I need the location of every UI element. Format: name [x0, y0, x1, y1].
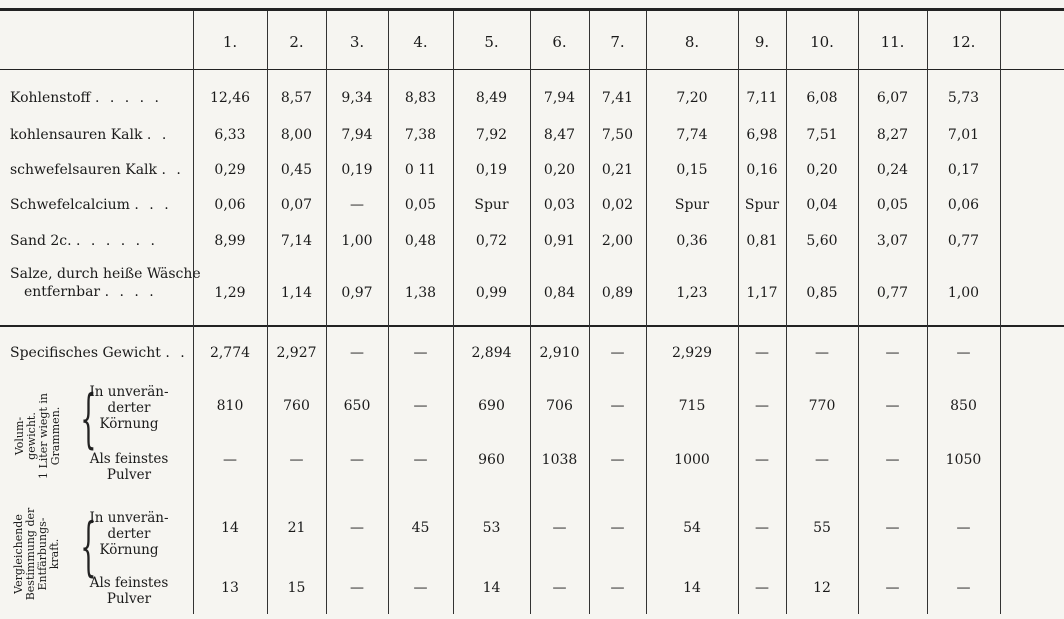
table-cell: 0,05	[876, 197, 909, 213]
table-cell: 13	[221, 580, 239, 596]
table-cell: 0,77	[947, 233, 980, 249]
table-cell: 54	[683, 520, 701, 536]
table-cell: 12	[813, 580, 831, 596]
table-cell: —	[413, 345, 428, 361]
sublabel-decolor-unchanged: In unverän- derter Körnung	[89, 510, 169, 558]
table-cell: 7,92	[475, 127, 508, 143]
group-brace-volume: {	[80, 382, 97, 456]
table-cell: 770	[808, 398, 836, 414]
table-cell: 0,04	[806, 197, 838, 213]
table-cell: 8,57	[280, 90, 313, 106]
table-cell: 7,94	[543, 90, 576, 106]
table-cell: 2,929	[671, 345, 713, 361]
table-cell: 0,45	[280, 162, 313, 178]
table-cell: —	[413, 580, 428, 596]
table-cell: 0,99	[475, 285, 508, 301]
table-cell: —	[755, 398, 769, 414]
table-cell: 0,72	[475, 233, 508, 249]
table-cell: 7,01	[947, 127, 980, 143]
top-rule	[0, 8, 1064, 11]
table-cell: Spur	[744, 197, 780, 213]
table-cell: 5,60	[806, 233, 838, 249]
table-cell: 0,20	[806, 162, 838, 178]
table-cell: 0,03	[543, 197, 576, 213]
table-cell: 0,06	[947, 197, 980, 213]
column-header: 6.	[552, 33, 567, 51]
table-cell: 706	[546, 398, 573, 414]
table-cell: 850	[950, 398, 977, 414]
header-rule	[0, 69, 1064, 70]
table-cell: 8,49	[475, 90, 508, 106]
table-cell: —	[885, 345, 900, 361]
table-cell: 14	[221, 520, 239, 536]
table-cell: —	[885, 520, 900, 536]
table-cell: 7,20	[676, 90, 708, 106]
table-cell: 7,14	[280, 233, 313, 249]
table-cell: 6,98	[746, 127, 778, 143]
row-label-sand: Sand 2c. . . . . . .	[10, 233, 158, 249]
row-label-salze-line2: entfernbar . . . .	[24, 284, 157, 300]
table-cell: —	[755, 580, 769, 596]
column-header: 9.	[754, 33, 770, 51]
table-cell: 7,94	[341, 127, 373, 143]
table-cell: 9,34	[341, 90, 373, 106]
table-cell: 14	[482, 580, 501, 596]
table-cell: —	[350, 520, 364, 536]
table-cell: 3,07	[876, 233, 909, 249]
table-cell: 21	[287, 520, 306, 536]
table-cell: —	[956, 345, 971, 361]
table-cell: 15	[287, 580, 306, 596]
table-cell: 0,29	[214, 162, 246, 178]
table-cell: 1038	[541, 452, 578, 468]
table-cell: 7,41	[601, 90, 634, 106]
table-cell: 14	[683, 580, 701, 596]
table-cell: 0,77	[876, 285, 909, 301]
table-cell: 810	[216, 398, 244, 414]
table-cell: 0,15	[676, 162, 708, 178]
section-rule	[0, 325, 1064, 327]
table-cell: 1,17	[746, 285, 778, 301]
table-cell: 0,19	[341, 162, 373, 178]
column-header: 11.	[880, 33, 905, 51]
table-cell: 0,36	[676, 233, 708, 249]
table-cell: —	[885, 452, 900, 468]
table-cell: 1,00	[341, 233, 373, 249]
table-cell: 1,29	[214, 285, 246, 301]
table-cell: 0,16	[746, 162, 778, 178]
group-label-decolorizing: Vergleichende Bestimmung der Entfärbungs- kraft.	[12, 507, 61, 601]
table-cell: 0,48	[404, 233, 437, 249]
table-cell: 6,07	[876, 90, 909, 106]
table-cell: 1,23	[676, 285, 708, 301]
row-label-salze: Salze, durch heiße Wäsche	[10, 266, 201, 282]
table-cell: 0,85	[806, 285, 838, 301]
table-cell: —	[350, 580, 364, 596]
table-cell: —	[552, 580, 567, 596]
table-cell: —	[610, 520, 625, 536]
table-cell: 12,46	[209, 90, 251, 106]
column-header: 5.	[484, 33, 499, 51]
table-cell: 1,38	[404, 285, 437, 301]
table-cell: —	[350, 452, 364, 468]
table-cell: —	[885, 580, 900, 596]
table-cell: 6,33	[214, 127, 246, 143]
table-cell: 0 11	[404, 162, 437, 178]
table-cell: —	[755, 520, 769, 536]
table-cell: 0,97	[341, 285, 373, 301]
column-divider	[1000, 11, 1001, 614]
table-cell: 8,83	[404, 90, 437, 106]
row-label-specific-gravity: Specifisches Gewicht . .	[10, 345, 188, 361]
table-cell: —	[755, 452, 769, 468]
table-cell: 0,07	[280, 197, 313, 213]
table-cell: 0,20	[543, 162, 576, 178]
table-cell: 1,00	[947, 285, 980, 301]
table-cell: —	[956, 580, 971, 596]
table-cell: 2,910	[539, 345, 580, 361]
table-cell: 0,89	[601, 285, 634, 301]
table-cell: 8,27	[876, 127, 909, 143]
column-header: 7.	[610, 33, 625, 51]
sublabel-decolor-powder: Als feinstes Pulver	[89, 575, 169, 607]
table-cell: Spur	[674, 197, 710, 213]
table-cell: 650	[343, 398, 371, 414]
table-cell: 0,81	[746, 233, 778, 249]
table-cell: —	[610, 452, 625, 468]
table-cell: 6,08	[806, 90, 838, 106]
table-cell: 690	[478, 398, 505, 414]
table-cell: 2,774	[209, 345, 251, 361]
row-label-kohlensauren-kalk: kohlensauren Kalk . .	[10, 127, 170, 143]
table-cell: 760	[283, 398, 310, 414]
table-cell: 0,19	[475, 162, 508, 178]
table-cell: —	[350, 345, 364, 361]
group-brace-decolorizing: {	[80, 510, 97, 584]
table-cell: 1050	[945, 452, 982, 468]
table-cell: 1,14	[280, 285, 313, 301]
column-header: 1.	[222, 33, 238, 51]
table-cell: 7,11	[746, 90, 778, 106]
table-cell: —	[815, 452, 829, 468]
table-cell: 0,91	[543, 233, 576, 249]
table-cell: 0,06	[214, 197, 246, 213]
table-cell: 0,24	[876, 162, 909, 178]
table-cell: —	[223, 452, 237, 468]
column-header: 2.	[289, 33, 304, 51]
table-cell: 7,74	[676, 127, 708, 143]
row-label-kohlenstoff: Kohlenstoff . . . . .	[10, 90, 163, 106]
table-cell: —	[610, 580, 625, 596]
table-cell: 0,02	[601, 197, 634, 213]
table-cell: 7,50	[601, 127, 634, 143]
table-cell: 55	[813, 520, 831, 536]
table-cell: 2,894	[471, 345, 512, 361]
table-cell: 1000	[674, 452, 710, 468]
column-header: 4.	[413, 33, 428, 51]
table-cell: 0,21	[601, 162, 634, 178]
table-cell: 715	[678, 398, 706, 414]
table-cell: —	[413, 398, 428, 414]
table-cell: 2,927	[276, 345, 317, 361]
table-cell: —	[552, 520, 567, 536]
column-header: 12.	[951, 33, 976, 51]
group-label-volume-weight: Volum- gewicht. 1 Liter wiegt in Grammen.	[13, 393, 62, 480]
table-cell: 0,84	[543, 285, 576, 301]
table-cell: —	[350, 197, 364, 213]
sublabel-volume-unchanged: In unverän- derter Körnung	[89, 384, 169, 432]
table-cell: 8,00	[280, 127, 313, 143]
table-cell: 960	[478, 452, 505, 468]
row-label-schwefelsauren-kalk: schwefelsauren Kalk . .	[10, 162, 184, 178]
sublabel-volume-powder: Als feinstes Pulver	[89, 451, 169, 483]
table-cell: Spur	[474, 197, 509, 213]
table-cell: 8,47	[543, 127, 576, 143]
table-cell: 8,99	[214, 233, 246, 249]
table-cell: 0,05	[404, 197, 437, 213]
table-cell: —	[815, 345, 829, 361]
table-cell: 0,17	[947, 162, 980, 178]
table-cell: —	[610, 345, 625, 361]
table-cell: 7,51	[806, 127, 838, 143]
table-cell: 7,38	[404, 127, 437, 143]
table-cell: 45	[411, 520, 430, 536]
column-header: 10.	[810, 33, 834, 51]
table-cell: —	[413, 452, 428, 468]
table-cell: —	[755, 345, 769, 361]
table-cell: —	[610, 398, 625, 414]
table-cell: 2,00	[601, 233, 634, 249]
table-cell: 53	[482, 520, 501, 536]
column-header: 8.	[684, 33, 700, 51]
table-cell: —	[956, 520, 971, 536]
column-header: 3.	[349, 33, 365, 51]
row-label-schwefelcalcium: Schwefelcalcium . . .	[10, 197, 172, 213]
table-cell: —	[885, 398, 900, 414]
table-cell: —	[289, 452, 304, 468]
table-cell: 5,73	[947, 90, 980, 106]
